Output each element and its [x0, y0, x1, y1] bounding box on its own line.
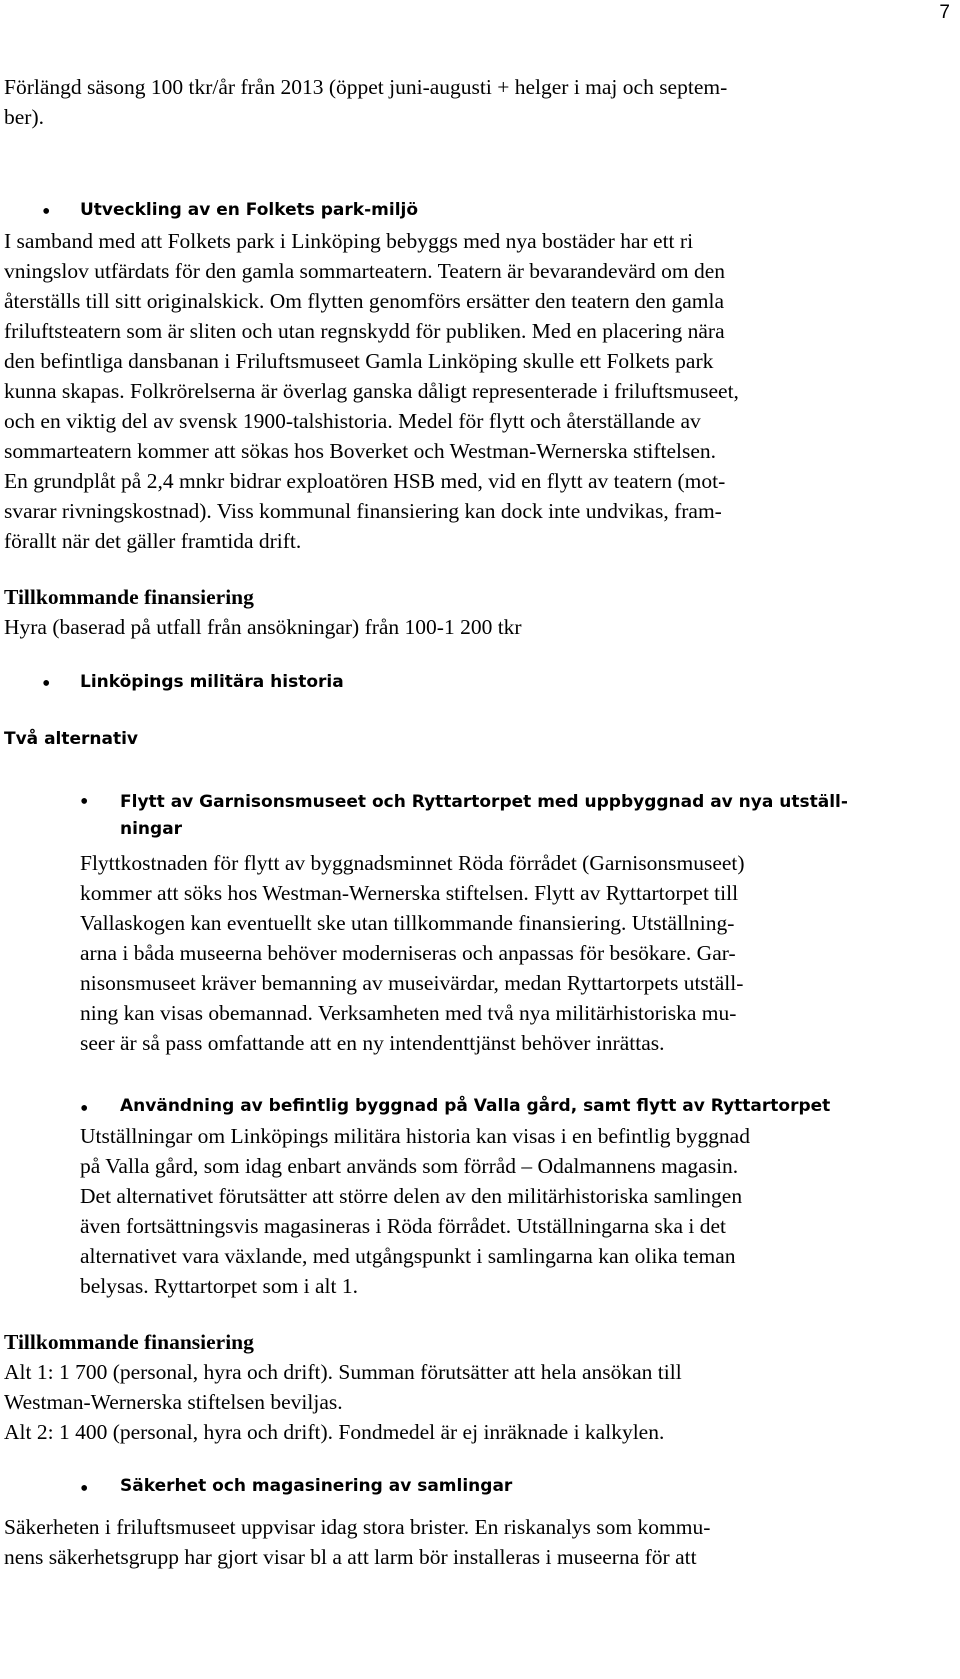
- financing-text: Westman-Wernerska stiftelsen beviljas.: [4, 1390, 343, 1414]
- text-line: även fortsättningsvis magasineras i Röda förrådet. Utställningarna ska i det: [80, 1214, 727, 1238]
- text-line: arna i båda museerna behöver moderniseras och anpassas för besökare. Gar-: [80, 941, 736, 965]
- text-line: ber).: [4, 105, 44, 129]
- text-line: nens säkerhetsgrupp har gjort visar bl a att larm bör installeras i museerna för att: [4, 1545, 697, 1569]
- bullet-icon: •: [42, 199, 51, 225]
- folkets-financing: [4, 582, 939, 642]
- bullet-icon: •: [80, 1476, 89, 1502]
- alt2-heading: Användning av befintlig byggnad på Valla gård, samt flytt av Ryttartorpet: [120, 1096, 831, 1116]
- military-financing: [4, 1327, 939, 1447]
- bullet-icon: •: [80, 789, 89, 815]
- text-line: ning kan visas obemannad. Verksamheten med två nya militärhistoriska mu-: [80, 1001, 737, 1025]
- financing-text: Alt 1: 1 700 (personal, hyra och drift). Summan förutsätter att hela ansökan till: [4, 1360, 682, 1384]
- section-heading-folkets-park: Utveckling av en Folkets park-miljö: [80, 200, 419, 220]
- text-line: Flyttkostnaden för flytt av byggnadsminnet Röda förrådet (Garnisonsmuseet): [80, 851, 745, 875]
- text-line: på Valla gård, som idag enbart används som förråd – Odalmannens magasin.: [80, 1154, 739, 1178]
- section-heading-security: Säkerhet och magasinering av samlingar: [120, 1476, 513, 1496]
- text-line: vningslov utfärdats för den gamla sommarteatern. Teatern är bevarandevärd om den: [4, 259, 726, 283]
- text-line: friluftsteatern som är sliten och utan regnskydd för publiken. Med en placering nära: [4, 319, 725, 343]
- bullet-icon: •: [42, 671, 51, 697]
- text-line: belysas. Ryttartorpet som i alt 1.: [80, 1274, 358, 1298]
- text-line: och en viktig del av svensk 1900-talshistoria. Medel för flytt och återställande av: [4, 409, 701, 433]
- bullet-icon: •: [80, 1096, 89, 1122]
- page-number: 7: [939, 2, 950, 23]
- text-line: kommer att söks hos Westman-Wernerska stiftelsen. Flytt av Ryttartorpet till: [80, 881, 739, 905]
- text-line: återställs till sitt originalskick. Om flytten genomförs ersätter den teatern den gamla: [4, 289, 725, 313]
- alt1-heading-line: Flytt av Garnisonsmuseet och Ryttartorpet med uppbyggnad av nya utställ-: [120, 792, 848, 812]
- financing-heading: Tillkommande finansiering: [4, 1330, 254, 1354]
- financing-heading: Tillkommande finansiering: [4, 585, 254, 609]
- text-line: En grundplåt på 2,4 mnkr bidrar exploatören HSB med, vid en flytt av teatern (mot-: [4, 469, 726, 493]
- intro-paragraph: [4, 72, 939, 132]
- text-line: den befintliga dansbanan i Friluftsmuseet Gamla Linköping skulle ett Folkets park: [4, 349, 714, 373]
- text-line: Vallaskogen kan eventuellt ske utan tillkommande finansiering. Utställning-: [80, 911, 735, 935]
- security-paragraph: [4, 1512, 939, 1572]
- text-line: kunna skapas. Folkrörelserna är överlag ganska dåligt representerade i friluftsmuseet,: [4, 379, 739, 403]
- text-line: I samband med att Folkets park i Linköping bebyggs med nya bostäder har ett ri: [4, 229, 694, 253]
- text-line: seer är så pass omfattande att en ny intendenttjänst behöver inrättas.: [80, 1031, 665, 1055]
- text-line: Utställningar om Linköpings militära historia kan visas i en befintlig byggnad: [80, 1124, 750, 1148]
- financing-text: Alt 2: 1 400 (personal, hyra och drift). Fondmedel är ej inräknade i kalkylen.: [4, 1420, 665, 1444]
- text-line: Säkerheten i friluftsmuseet uppvisar idag stora brister. En riskanalys som kommu-: [4, 1515, 711, 1539]
- alternatives-heading: Två alternativ: [4, 729, 139, 749]
- alt1-heading-line: ningar: [120, 819, 183, 839]
- text-line: sommarteatern kommer att sökas hos Boverket och Westman-Wernerska stiftelsen.: [4, 439, 717, 463]
- text-line: Det alternativet förutsätter att större delen av den militärhistoriska samlingen: [80, 1184, 743, 1208]
- text-line: Förlängd säsong 100 tkr/år från 2013 (öppet juni-augusti + helger i maj och septem-: [4, 75, 728, 99]
- text-line: nisonsmuseet kräver bemanning av museivärdar, medan Ryttartorpets utställ-: [80, 971, 744, 995]
- text-line: svarar rivningskostnad). Viss kommunal finansiering kan dock inte undvikas, fram-: [4, 499, 722, 523]
- alt1-heading: [120, 789, 848, 843]
- section-heading-military-history: Linköpings militära historia: [80, 672, 344, 692]
- alt2-paragraph: [80, 1121, 940, 1301]
- folkets-park-paragraph: [4, 226, 939, 556]
- financing-text: Hyra (baserad på utfall från ansökningar) från 100-1 200 tkr: [4, 615, 522, 639]
- alt1-paragraph: [80, 848, 940, 1058]
- text-line: förallt när det gäller framtida drift.: [4, 529, 302, 553]
- text-line: alternativet vara växlande, med utgångspunkt i samlingarna kan olika teman: [80, 1244, 736, 1268]
